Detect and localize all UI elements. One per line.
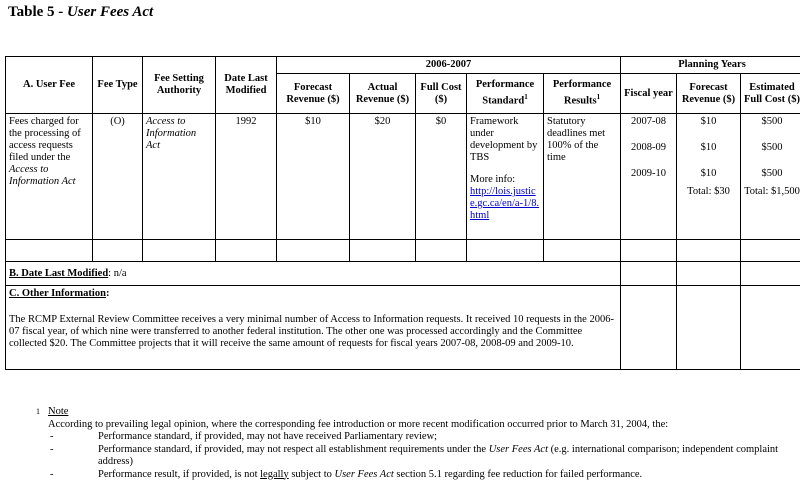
table-title-name: User Fees Act	[67, 4, 154, 20]
footnote-title: Note	[48, 406, 69, 417]
footnote-item: - Performance result, if provided, is not legally subject to User Fees Act section 5.1 regarding fee reduction for failed performance.	[50, 468, 643, 480]
cell-planning-cost: $500 $500 $500 Total: $1,500	[741, 114, 800, 240]
footnote-item: - Performance standard, if provided, may not have received Parliamentary review;	[50, 431, 438, 442]
header-performance-standard: Performance Standard$^1$	[467, 74, 544, 114]
header-performance-results: Performance Results$^1$	[544, 74, 621, 114]
cell-user-fee: Fees charged for the processing of access requests filed under the Access to Information Act	[6, 114, 93, 240]
cell-planning-revenue: $10 $10 $10 Total: $30	[677, 114, 741, 240]
header-estimated-full-cost: Estimated Full Cost ($)	[741, 74, 800, 114]
cell-fiscal-years: 2007-08 2008-09 2009-10	[621, 114, 677, 240]
header-full-cost: Full Cost ($)	[416, 74, 467, 114]
more-info-link[interactable]: http://lois.justice.gc.ca/en/a-1/8.html	[470, 186, 540, 221]
section-c: C. Other Information: The RCMP External Review Committee receives a very minimal number of Access to Information requests. It received 10 requests in the 2006-07 fiscal year, of which nine were transferred to another federal institution. The other one was processed accordingly and the Committee collected $20. The Committee projects that it will receive the same amount of requests for fiscal years 2007-08, 2008-09 and 2009-10.	[6, 286, 621, 370]
cell-performance-standard	[467, 114, 544, 240]
more-info-label: More info:	[470, 174, 516, 185]
cell-full-cost: $0	[416, 114, 467, 240]
cell-forecast-revenue: $10	[277, 114, 350, 240]
header-fiscal-year: Fiscal year	[621, 74, 677, 114]
user-fees-table	[5, 56, 800, 370]
header-2006-2007: 2006-2007	[277, 57, 621, 74]
cell-date: 1992	[216, 114, 277, 240]
section-b-row	[6, 262, 800, 286]
table-title-prefix: Table 5 -	[8, 4, 68, 20]
section-b: B. Date Last Modified: n/a	[6, 262, 621, 286]
header-planning-years: Planning Years	[621, 57, 800, 74]
cell-authority: Access to Information Act	[143, 114, 216, 240]
standard-text: Framework under development by TBS	[470, 116, 538, 163]
cell-actual-revenue: $20	[350, 114, 416, 240]
section-c-text: The RCMP External Review Committee receives a very minimal number of Access to Information requests. It received 10 requests in the 2006-07 fiscal year, of which nine were transferred to another federal institution. The other one was processed accordingly and the Committee collected $20. The Committee projects that it will receive the same amount of requests for fiscal years 2007-08, 2008-09 and 2009-10.	[9, 314, 614, 349]
table-title	[8, 4, 153, 21]
header-actual-revenue: Actual Revenue ($)	[350, 74, 416, 114]
cell-performance-results: Statutory deadlines met 100% of the time	[544, 114, 621, 240]
table-row	[6, 114, 800, 240]
header-planning-forecast-revenue: Forecast Revenue ($)	[677, 74, 741, 114]
section-c-row	[6, 286, 800, 370]
footnote-mark: 1	[36, 407, 40, 416]
cell-fee-type: (O)	[93, 114, 143, 240]
header-fee-type: Fee Type	[93, 57, 143, 114]
empty-row	[6, 240, 800, 262]
header-fee-setting-authority: Fee Setting Authority	[143, 57, 216, 114]
footnote-item: - Performance standard, if provided, may not respect all establishment requirements under the User Fees Act (e.g. international comparison; independent complaint address)	[50, 443, 779, 467]
header-date-last-modified: Date Last Modified	[216, 57, 277, 114]
footnote	[8, 406, 793, 481]
header-user-fee: A. User Fee	[6, 57, 93, 114]
footnote-intro: According to prevailing legal opinion, where the corresponding fee introduction or more recent modification occurred prior to March 31, 2004, the:	[48, 418, 669, 430]
header-forecast-revenue: Forecast Revenue ($)	[277, 74, 350, 114]
